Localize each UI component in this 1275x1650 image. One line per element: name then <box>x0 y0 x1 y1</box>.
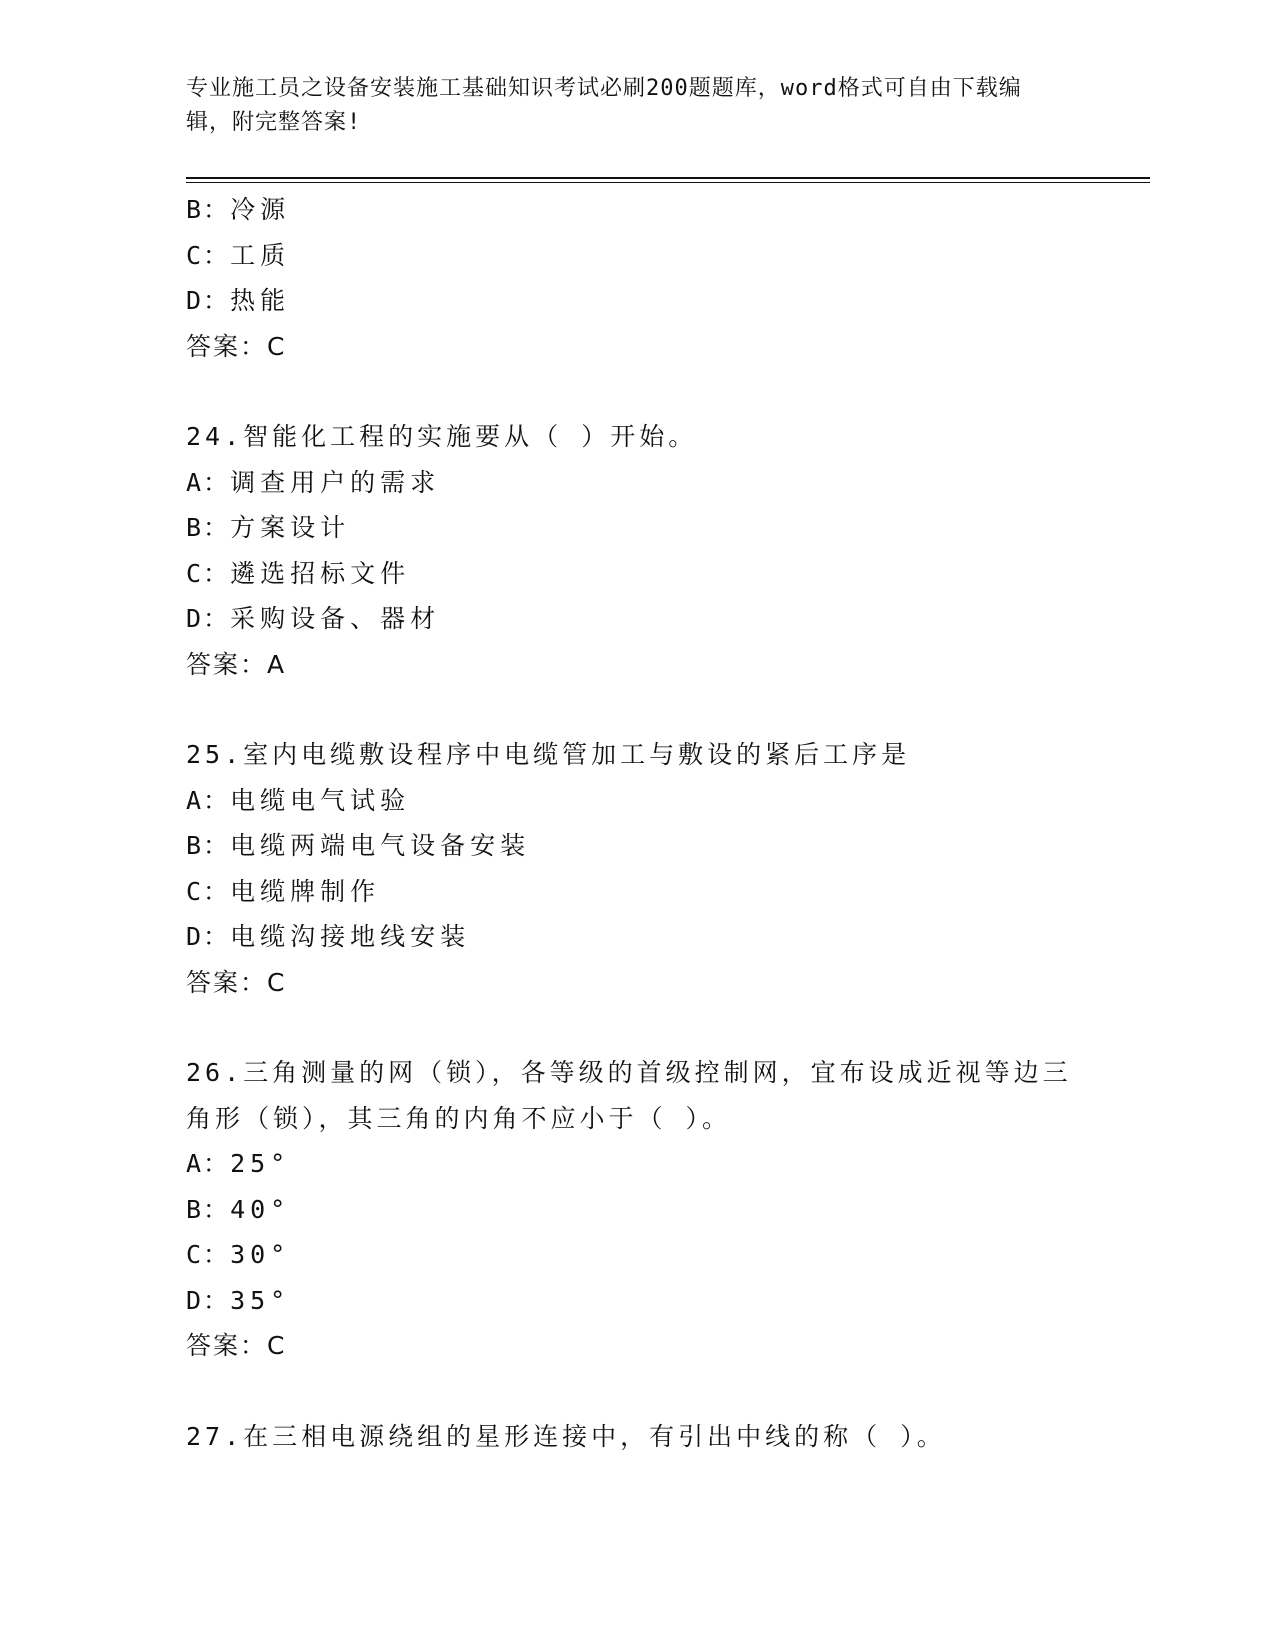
question-23-continuation <box>186 187 1076 369</box>
option-d: D：采购设备、器材 <box>186 604 441 633</box>
option-a: A：电缆电气试验 <box>186 785 411 815</box>
option-a: A：调查用户的需求 <box>186 467 441 497</box>
question-27 <box>186 1414 1076 1460</box>
question-25 <box>186 732 1076 1005</box>
option-b: B：电缆两端电气设备安装 <box>186 831 531 860</box>
question-text: 26.三角测量的网（锁），各等级的首级控制网，宜布设成近视等边三角形（锁），其三角的内角不应小于（ ）。 <box>186 1058 1072 1133</box>
question-text: 24.智能化工程的实施要从（ ）开始。 <box>186 422 698 451</box>
question-26 <box>186 1050 1076 1369</box>
option-d: D：电缆沟接地线安装 <box>186 922 471 951</box>
question-list <box>186 187 1076 1459</box>
option-a: A：25° <box>186 1149 291 1178</box>
document-header-title: 专业施工员之设备安装施工基础知识考试必刷200题题库，word格式可自由下载编辑，附完整答案! <box>186 76 1022 135</box>
option-c: C：30° <box>186 1240 291 1269</box>
question-text: 25.室内电缆敷设程序中电缆管加工与敷设的紧后工序是 <box>186 740 911 769</box>
question-24 <box>186 414 1076 687</box>
option-b: B：40° <box>186 1194 291 1224</box>
answer-line: 答案：A <box>186 649 287 679</box>
option-c: C：工质 <box>186 240 291 270</box>
answer-line: 答案：C <box>186 331 287 361</box>
header-divider-thin <box>186 182 1150 183</box>
question-text: 27.在三相电源绕组的星形连接中，有引出中线的称（ ）。 <box>186 1421 946 1451</box>
option-b: B：冷源 <box>186 195 291 224</box>
option-c: C：电缆牌制作 <box>186 876 381 906</box>
answer-line: 答案：C <box>186 1331 287 1360</box>
header-divider-thick <box>186 177 1150 179</box>
option-c: C：遴选招标文件 <box>186 558 411 588</box>
option-d: D：35° <box>186 1285 291 1315</box>
answer-line: 答案：C <box>186 967 287 997</box>
option-d: D：热能 <box>186 286 291 315</box>
option-b: B：方案设计 <box>186 513 351 542</box>
